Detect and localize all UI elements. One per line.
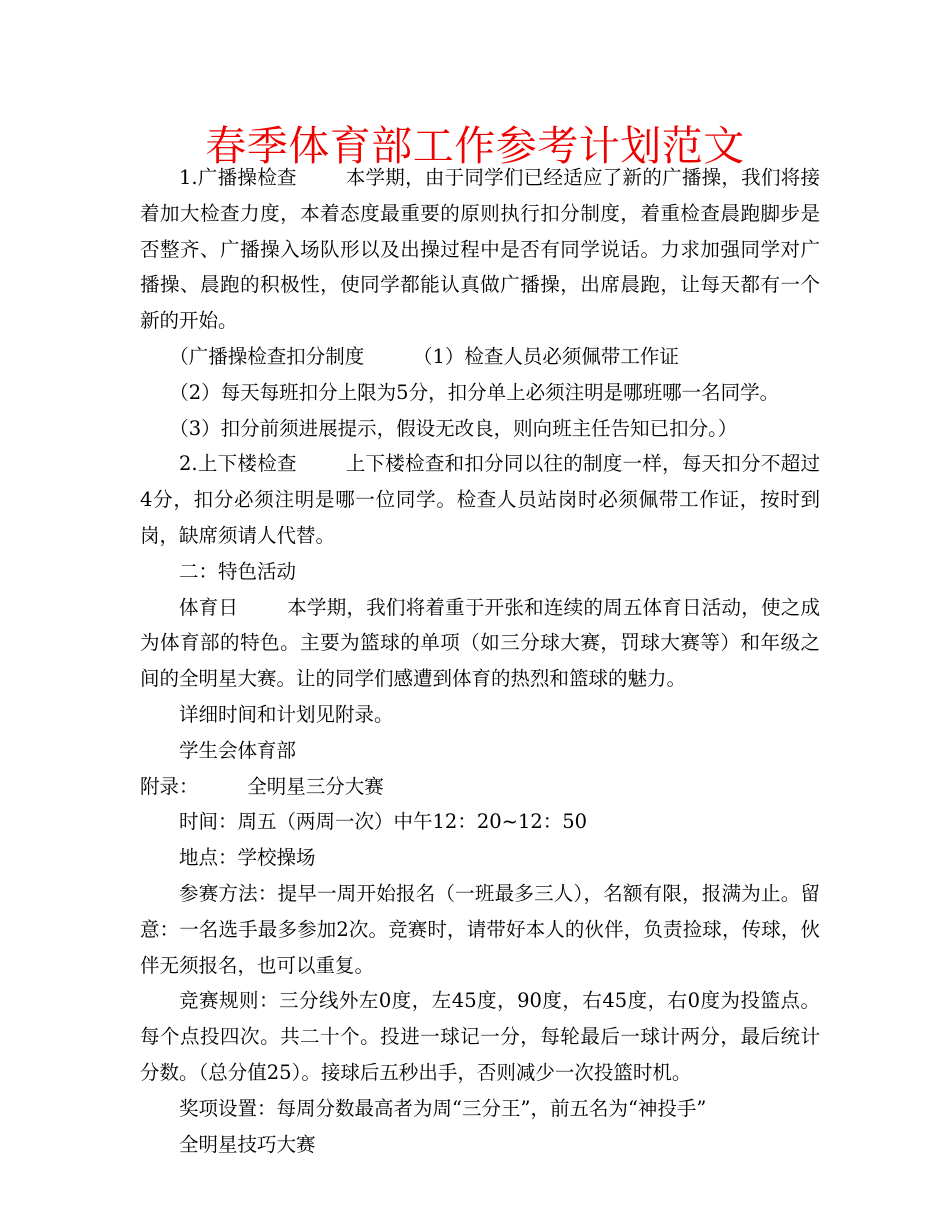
paragraph-rule-3: （3）扣分前须进展提示，假设无改良，则向班主任告知已扣分。） [169, 416, 738, 440]
paragraph-text: 本学期，由于同学们已经适应了新的广播操，我们将接着加大检查力度，本着态度最重要的原则执行扣分制度，着重检查晨跑脚步是否整齐、广播操入场队形以及出操过程中是否有同学说话。力求加强同学对广播操、晨跑的积极性，使同学都能认真做广播操，出席晨跑，让每天都有一个新的开始。 [140, 166, 820, 333]
paragraph-text: 全明星三分大赛 [247, 774, 384, 798]
paragraph-lead: 附录： [140, 774, 199, 798]
paragraph-entry-method: 参赛方法：提早一周开始报名（一班最多三人），名额有限，报满为止。留意：一名选手最多参加2次。竞赛时，请带好本人的伙伴，负责捡球，传球，伙伴无须报名，也可以重复。 [140, 881, 820, 977]
paragraph-lead: 2.上下楼检查 [179, 452, 297, 476]
paragraph-location: 地点：学校操场 [179, 846, 316, 870]
paragraph-deduction-rules [140, 339, 820, 375]
paragraph-awards: 奖项设置：每周分数最高者为周“三分王”，前五名为“神投手” [179, 1096, 707, 1120]
paragraph-lead: 体育日 [179, 595, 239, 619]
paragraph-see-appendix: 详细时间和计划见附录。 [179, 702, 394, 726]
paragraph-rule-2: （2）每天每班扣分上限为5分，扣分单上必须注明是哪班哪一名同学。 [169, 380, 780, 404]
paragraph-sports-day [140, 590, 820, 697]
paragraph-text: （1）检查人员必须佩带工作证 [413, 344, 679, 368]
paragraph-broadcast-exercise-check [140, 160, 820, 339]
document-title: 春季体育部工作参考计划范文 [205, 122, 745, 170]
section-heading-special-activities: 二：特色活动 [179, 559, 297, 583]
document-body [140, 160, 820, 1162]
paragraph-signature: 学生会体育部 [179, 738, 297, 762]
paragraph-appendix [140, 769, 820, 805]
paragraph-text: 上下楼检查和扣分同以往的制度一样，每天扣分不超过4分，扣分必须注明是哪一位同学。检查人员站岗时必须佩带工作证，按时到岗，缺席须请人代替。 [140, 452, 820, 547]
paragraph-lead: （广播操检查扣分制度 [169, 344, 365, 368]
paragraph-competition-rules: 竞赛规则：三分线外左0度，左45度，90度，右45度，右0度为投篮点。每个点投四次。共二十个。投进一球记一分，每轮最后一球计两分，最后统计分数。（总分值25）。接球后五秒出手，否则减少一次投篮时机。 [140, 989, 820, 1084]
paragraph-text: 本学期，我们将着重于开张和连续的周五体育日活动，使之成为体育部的特色。主要为篮球的单项（如三分球大赛，罚球大赛等）和年级之间的全明星大赛。让的同学们感遭到体育的热烈和篮球的魅力。 [140, 595, 820, 691]
paragraph-lead: 1.广播操检查 [179, 166, 297, 189]
paragraph-skills-contest: 全明星技巧大赛 [179, 1132, 316, 1156]
paragraph-stairs-check [140, 446, 820, 553]
paragraph-time: 时间：周五（两周一次）中午12：20~12：50 [179, 810, 588, 834]
